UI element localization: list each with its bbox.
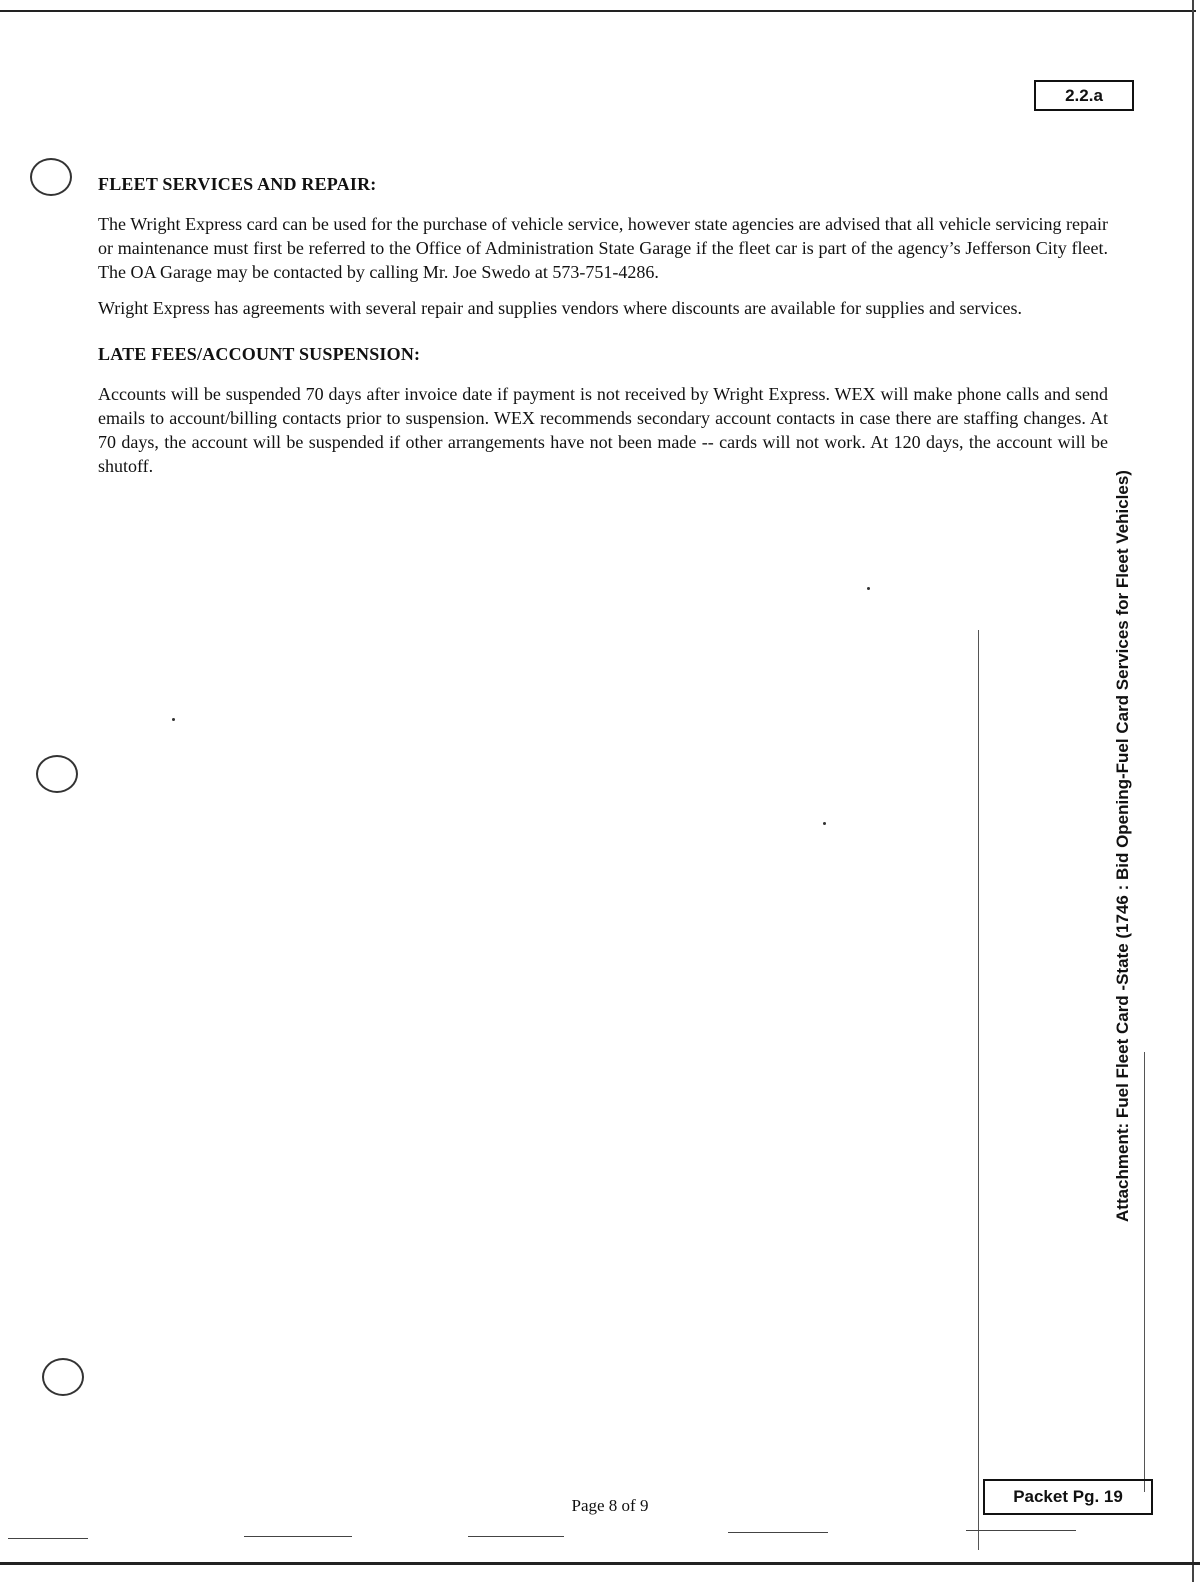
paragraph: Accounts will be suspended 70 days after invoice date if payment is not received by Wright Express. WEX will make phone calls and send emails to account/billing contacts prior to suspension. WEX recommends secondary account contacts in case there are staffing changes. At 70 days, the account will be suspended if other arrangements have not been made -- cards will not work. At 120 days, the account will be shutoff. — [98, 384, 1108, 476]
scan-dash — [966, 1530, 1076, 1531]
attachment-side-label: Attachment: Fuel Fleet Card -State (1746 : Bid Opening-Fuel Card Services for Fleet Vehicles) — [1113, 470, 1132, 1222]
scan-dash — [468, 1536, 564, 1537]
punch-hole-icon — [42, 1358, 84, 1396]
section-ref-label: 2.2.a — [1034, 80, 1134, 111]
punch-hole-icon — [36, 755, 78, 793]
page-number: Page 8 of 9 — [571, 1496, 649, 1515]
document-body — [98, 172, 1108, 490]
margin-line — [978, 630, 979, 1550]
margin-line — [1144, 1052, 1145, 1492]
paragraph: The Wright Express card can be used for the purchase of vehicle service, however state agencies are advised that all vehicle servicing repair or maintenance must first be referred to the Office of Administration State Garage if the fleet car is part of the agency’s Jefferson City fleet. The OA Garage may be contacted by calling Mr. Joe Swedo at 573-751-4286. — [98, 214, 1108, 282]
packet-page-label: Packet Pg. 19 — [983, 1479, 1153, 1515]
paragraph: Wright Express has agreements with several repair and supplies vendors where discounts are available for supplies and services. — [98, 298, 1022, 318]
scan-bottom-border — [0, 1562, 1200, 1565]
scan-dash — [8, 1538, 88, 1539]
scan-dash — [244, 1536, 352, 1537]
punch-hole-icon — [30, 158, 72, 196]
speck — [823, 822, 826, 825]
scan-dash — [728, 1532, 828, 1533]
scan-right-border — [1192, 0, 1194, 1582]
section-heading: LATE FEES/ACCOUNT SUSPENSION: — [98, 344, 421, 364]
speck — [867, 587, 870, 590]
scan-top-border — [0, 10, 1196, 12]
section-heading: FLEET SERVICES AND REPAIR: — [98, 174, 377, 194]
speck — [172, 718, 175, 721]
